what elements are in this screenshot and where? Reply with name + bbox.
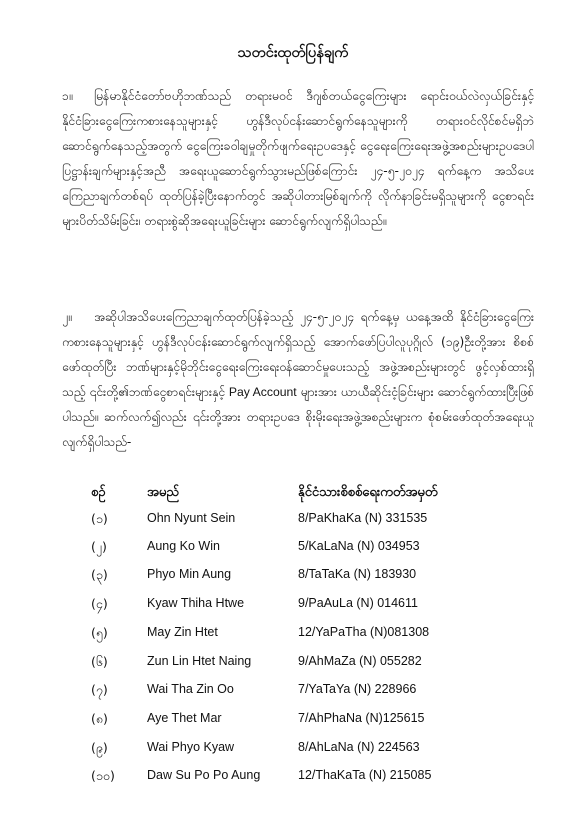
row-name: Daw Su Po Po Aung [147, 768, 261, 782]
paragraph-2-text-after: များအား ယာယီဆိုင်းငံ့ခြင်းများ ဆောင်ရွက်ထားပြီးဖြစ်ပါသည်။ ဆက်လက်၍လည်း ၎င်းတို့အား တရားဥပဒေ စိုးမိုးရေးအဖွဲ့အစည်းများက စုံစမ်းဖော်ထုတ်အရေးယူလျက်ရှိပါသည်- [62, 385, 534, 449]
row-nrc: 9/AhMaZa (N) 055282 [298, 654, 422, 668]
header-nrc-number: နိုင်ငံသားစိစစ်ရေးကတ်အမှတ် [298, 485, 438, 500]
row-nrc: 8/PaKhaKa (N) 331535 [298, 511, 428, 525]
row-name: May Zin Htet [147, 625, 218, 639]
row-name: Zun Lin Htet Naing [147, 654, 252, 668]
paragraph-2-text-before: အဆိုပါအသိပေးကြေညာချက်ထုတ်ပြန်ခဲ့သည့် ၂၄-၅-၂၀၂၄ ရက်နေ့မှ ယနေ့အထိ နိုင်ငံခြားငွေကြေးကစားနေသူများနှင့် ဟွန်ဒီလုပ်ငန်းဆောင်ရွက်လျက်ရှိသည့် အောက်ဖော်ပြပါလူပုဂ္ဂိုလ် (၁၉)ဦးတို့အား စိစစ်ဖော်ထုတ်ပြီး ဘဏ်များနှင့်မိုဘိုင်းငွေရေးကြေးရေးဝန်ဆောင်မှုပေးသည့် အဖွဲ့အစည်းများတွင် ဖွင့်လှစ်ထားရှိသည့် ၎င်းတို့၏ဘဏ်ငွေစာရင်းများနှင့် [62, 310, 534, 399]
row-name: Aung Ko Win [147, 539, 220, 553]
document-title: သတင်းထုတ်ပြန်ချက် [237, 45, 349, 61]
table-row [0, 740, 586, 762]
row-name: Phyo Min Aung [147, 567, 232, 581]
row-nrc: 7/AhPhaNa (N)125615 [298, 711, 425, 725]
row-nrc: 7/YaTaYa (N) 228966 [298, 682, 417, 696]
row-nrc: 9/PaAuLa (N) 014611 [298, 596, 418, 610]
table-row [0, 768, 586, 790]
paragraph-1 [62, 84, 534, 234]
paragraph-2-latin-term: Pay Account [228, 385, 297, 399]
row-name: Ohn Nyunt Sein [147, 511, 236, 525]
header-name: အမည် [147, 485, 179, 500]
paragraph-2 [62, 305, 534, 455]
row-nrc: 5/KaLaNa (N) 034953 [298, 539, 420, 553]
row-name: Wai Tha Zin Oo [147, 682, 234, 696]
row-nrc: 12/YaPaTha (N)081308 [298, 625, 430, 639]
row-serial: (၉) [91, 740, 108, 755]
row-nrc: 8/TaTaKa (N) 183930 [298, 567, 417, 581]
row-serial: (၅) [91, 625, 108, 640]
table-row [0, 682, 586, 704]
row-serial: (၁) [91, 511, 108, 526]
paragraph-1-number: ၁။ [62, 89, 73, 103]
row-nrc: 8/AhLaNa (N) 224563 [298, 740, 420, 754]
row-serial: (၂) [91, 539, 107, 554]
table-row [0, 654, 586, 676]
row-serial: (၃) [91, 567, 108, 582]
row-serial: (၈) [91, 711, 108, 726]
row-nrc: 12/ThaKaTa (N) 215085 [298, 768, 432, 782]
header-serial: စဉ် [91, 485, 106, 500]
row-name: Wai Phyo Kyaw [147, 740, 235, 754]
row-serial: (၇) [91, 682, 108, 697]
paragraph-1-text: မြန်မာနိုင်ငံတော်ဗဟိုဘဏ်သည် တရားမဝင် ဒီဂျစ်တယ်ငွေကြေးများ ရောင်းဝယ်လဲလှယ်ခြင်းနှင့် နိုင်ငံခြားငွေကြေးကစားနေသူများနှင့် ဟွန်ဒီလုပ်ငန်းဆောင်ရွက်နေသူများကို တရားဝင်လိုင်စင်မရှိဘဲ ဆောင်ရွက်နေသည့်အတွက် ငွေကြေးခဝါချမှုတိုက်ဖျက်ရေးဥပဒေနှင့် ငွေရေးကြေးရေးအဖွဲ့အစည်းများဥပဒေပါ ပြဋ္ဌာန်းချက်များနှင့်အညီ အရေးယူဆောင်ရွက်သွားမည်ဖြစ်ကြောင်း ၂၄-၅-၂၀၂၄ ရက်နေ့က အသိပေးကြေညာချက်တစ်ရပ် ထုတ်ပြန်ခဲ့ပြီးနောက်တွင် အဆိုပါတားမြစ်ချက်ကို လိုက်နာခြင်းမရှိသူများကို ငွေစာရင်းများပိတ်သိမ်းခြင်း၊ တရားစွဲဆိုအရေးယူခြင်းများ ဆောင်ရွက်လျက်ရှိပါသည်။ [62, 89, 534, 228]
table-row [0, 511, 586, 533]
row-name: Kyaw Thiha Htwe [147, 596, 245, 610]
table-row [0, 625, 586, 647]
row-name: Aye Thet Mar [147, 711, 222, 725]
table-row [0, 567, 586, 589]
paragraph-2-number: ၂။ [62, 310, 72, 324]
table-row [0, 711, 586, 733]
row-serial: (၄) [91, 596, 108, 611]
table-row [0, 596, 586, 618]
table-row [0, 539, 586, 561]
table-header-row [0, 484, 586, 506]
row-serial: (၁၀) [91, 768, 115, 783]
row-serial: (၆) [91, 654, 108, 669]
